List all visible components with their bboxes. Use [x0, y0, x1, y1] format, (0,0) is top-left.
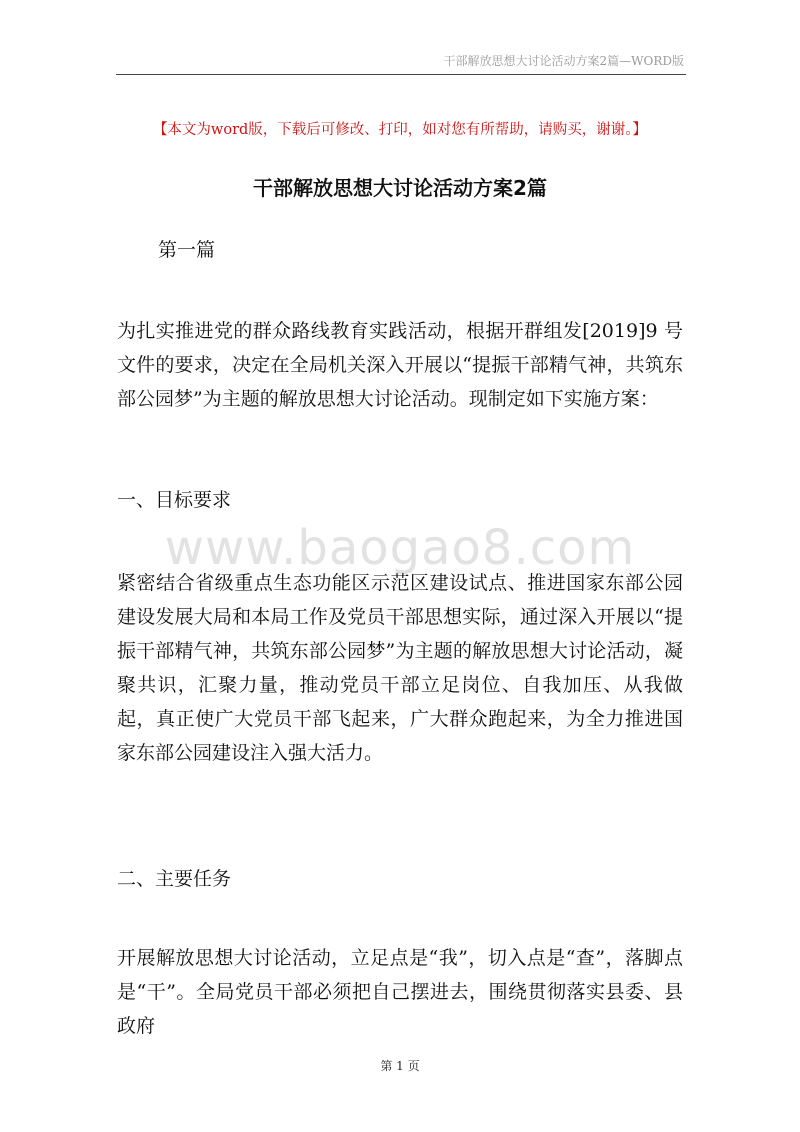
section-heading-tasks: 二、主要任务: [117, 868, 232, 890]
tasks-paragraph: 开展解放思想大讨论活动，立足点是“我”，切入点是“查”，落脚点是“干”。全局党员干部必须把自己摆进去，围绕贯彻落实县委、县政府: [117, 947, 683, 1037]
running-header-title: 干部解放思想大讨论活动方案2篇—WORD版: [443, 54, 684, 68]
part-label: 第一篇: [158, 239, 216, 261]
goals-paragraph: 紧密结合省级重点生态功能区示范区建设试点、推进国家东部公园建设发展大局和本局工作及党员干部思想实际，通过深入开展以“提振干部精气神，共筑东部公园梦”为主题的解放思想大讨论活动，凝聚共识，汇聚力量，推动党员干部立足岗位、自我加压、从我做起，真正使广大党员干部飞起来，广大群众跑起来，为全力推进国家东部公园建设注入强大活力。: [117, 572, 683, 764]
header-divider: [116, 74, 686, 75]
document-title: 干部解放思想大讨论活动方案2篇: [253, 176, 547, 200]
intro-paragraph: 为扎实推进党的群众路线教育实践活动，根据开群组发[2019]9 号文件的要求，决定在全局机关深入开展以“提振干部精气神，共筑东部公园梦”为主题的解放思想大讨论活动。现制定如下实施方案：: [117, 320, 683, 410]
purchase-notice: 【本文为word版，下载后可修改、打印，如对您有所帮助，请购买，谢谢。】: [152, 122, 648, 138]
watermark: www.baogao8.com: [164, 520, 636, 576]
section-heading-goals: 一、目标要求: [117, 489, 232, 511]
page-number: 第 1 页: [380, 1059, 420, 1073]
